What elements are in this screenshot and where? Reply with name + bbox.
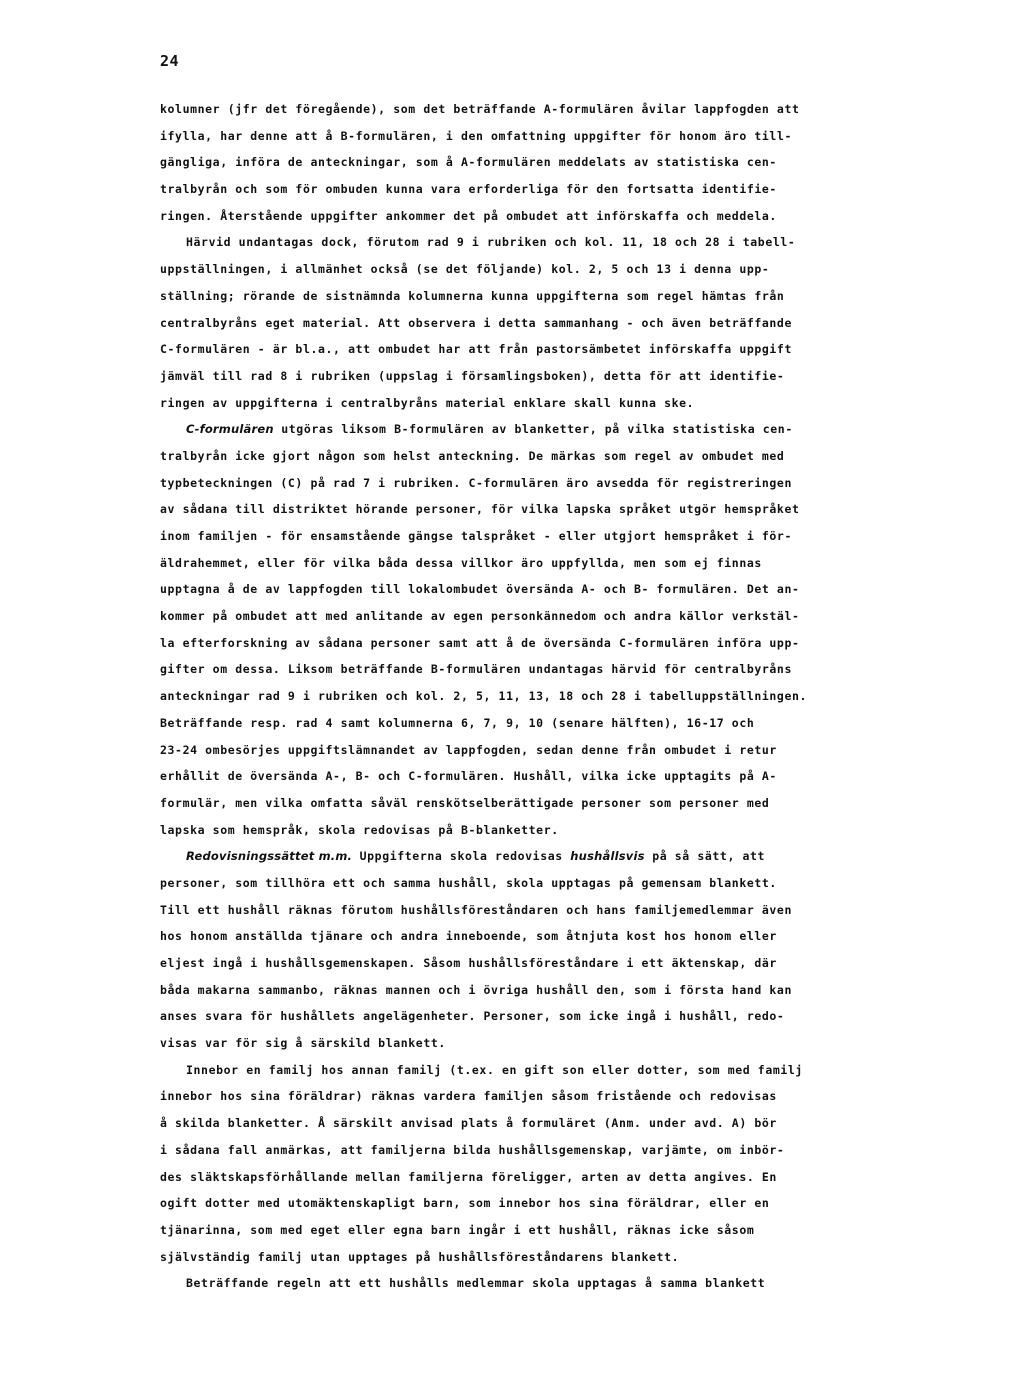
text-line [160, 710, 940, 737]
italic-emphasis: hushållsvis [570, 849, 645, 864]
text-line [160, 1244, 940, 1271]
line-text: anses svara för hushållets angelägenheter. Personer, som icke ingå i hushåll, redo- [160, 1009, 785, 1024]
text-line [160, 336, 940, 363]
text-line [160, 923, 940, 950]
text-line [160, 1137, 940, 1164]
page-number: 24 [160, 52, 180, 70]
line-text: uppställningen, i allmänhet också (se det följande) kol. 2, 5 och 13 i denna upp- [160, 262, 770, 277]
line-text: ringen. Återstående uppgifter ankommer det på ombudet att införskaffa och meddela. [160, 208, 777, 223]
text-line [160, 1110, 940, 1137]
line-text: Uppgifterna skola redovisas [352, 849, 571, 864]
line-text: upptagna å de av lappfogden till lokalombudet översända A- och B- formulären. Det an- [160, 582, 800, 597]
text-line [160, 1083, 940, 1110]
line-text: å skilda blanketter. Å särskilt anvisad plats å formuläret (Anm. under avd. A) bör [160, 1116, 777, 1131]
line-text: ogift dotter med utomäktenskapligt barn, som innebor hos sina föräldrar, eller en [160, 1196, 770, 1211]
text-line [160, 470, 940, 497]
text-line [160, 1270, 940, 1297]
line-text: visas var för sig å särskild blankett. [160, 1036, 446, 1051]
text-line [160, 283, 940, 310]
line-text: båda makarna sammanbo, räknas mannen och i övriga hushåll den, som i första hand kan [160, 982, 792, 997]
line-text-tail: på så sätt, att [644, 849, 766, 864]
line-text: Beträffande resp. rad 4 samt kolumnerna 6, 7, 9, 10 (senare hälften), 16-17 och [160, 715, 755, 730]
line-text: typbeteckningen (C) på rad 7 i rubriken. C-formulären äro avsedda för registreringen [160, 475, 792, 490]
text-line [160, 1057, 940, 1084]
text-line [160, 630, 940, 657]
line-text: la efterforskning av sådana personer samt att å de översända C-formulären införa upp- [160, 635, 800, 650]
line-text: Beträffande regeln att ett hushålls medlemmar skola upptagas å samma blankett [186, 1276, 766, 1291]
text-line [160, 176, 940, 203]
line-text: gifter om dessa. Liksom beträffande B-formulären undantagas härvid för centralbyråns [160, 662, 792, 677]
line-text: tjänarinna, som med eget eller egna barn ingår i ett hushåll, räknas icke såsom [160, 1222, 755, 1237]
line-text: innebor hos sina föräldrar) räknas vardera familjen såsom fristående och redovisas [160, 1089, 777, 1104]
line-text: Innebor en familj hos annan familj (t.ex. en gift son eller dotter, som med familj [186, 1062, 803, 1077]
text-line [160, 123, 940, 150]
text-line [160, 843, 940, 870]
text-line [160, 416, 940, 443]
text-line [160, 656, 940, 683]
line-text: Härvid undantagas dock, förutom rad 9 i rubriken och kol. 11, 18 och 28 i tabell- [186, 235, 796, 250]
line-text: anteckningar rad 9 i rubriken och kol. 2, 5, 11, 13, 18 och 28 i tabelluppställningen. [160, 689, 808, 704]
line-text: eljest ingå i hushållsgemenskapen. Såsom hushållsföreståndare i ett äktenskap, där [160, 956, 777, 970]
text-line [160, 363, 940, 390]
text-line [160, 576, 940, 603]
body-text [160, 96, 940, 1297]
line-text: hos honom anställda tjänare och andra inneboende, som åtnjuta kost hos honom eller [160, 929, 777, 944]
text-line [160, 1030, 940, 1057]
italic-heading: C-formulären [186, 422, 274, 437]
line-text: äldrahemmet, eller för vilka båda dessa villkor äro uppfyllda, men som ej finnas [160, 555, 762, 570]
line-text: utgöras liksom B-formulären av blanketter, på vilka statistiska cen- [273, 422, 793, 437]
text-line [160, 1190, 940, 1217]
text-line [160, 1003, 940, 1030]
line-text: i sådana fall anmärkas, att familjerna bilda hushållsgemenskap, varjämte, om inbör- [160, 1142, 785, 1157]
line-text: av sådana till distriktet hörande personer, för vilka lapska språket utgör hemspråket [160, 502, 800, 517]
text-line [160, 256, 940, 283]
line-text: tralbyrån och som för ombuden kunna vara erforderliga för den fortsatta identifie- [160, 182, 777, 197]
line-text: självständig familj utan upptages på hushållsföreståndarens blankett. [160, 1249, 680, 1264]
text-line [160, 603, 940, 630]
text-line [160, 870, 940, 897]
text-line [160, 1164, 940, 1191]
line-text: personer, som tillhöra ett och samma hushåll, skola upptagas på gemensam blankett. [160, 875, 777, 890]
line-text: kommer på ombudet att med anlitande av egen personkännedom och andra källor verkstäl- [160, 609, 800, 624]
text-line [160, 496, 940, 523]
line-text: formulär, men vilka omfatta såväl renskötselberättigade personer som personer med [160, 795, 770, 810]
text-line [160, 817, 940, 844]
text-line [160, 390, 940, 417]
line-text: erhållit de översända A-, B- och C-formulären. Hushåll, vilka icke upptagits på A- [160, 769, 777, 784]
text-line [160, 310, 940, 337]
text-line [160, 763, 940, 790]
line-text: ifylla, har denne att å B-formulären, i den omfattning uppgifter för honom äro till- [160, 128, 792, 143]
line-text: gängliga, införa de anteckningar, som å A-formulären meddelats av statistiska cen- [160, 155, 777, 170]
line-text: C-formulären - är bl.a., att ombudet har att från pastorsämbetet införskaffa uppgift [160, 342, 792, 357]
text-line [160, 203, 940, 230]
text-line [160, 443, 940, 470]
text-line [160, 737, 940, 764]
line-text: jämväl till rad 8 i rubriken (uppslag i församlingsboken), detta för att identifie- [160, 368, 785, 383]
text-line [160, 790, 940, 817]
text-line [160, 523, 940, 550]
line-text: tralbyrån icke gjort någon som helst anteckning. De märkas som regel av ombudet med [160, 448, 785, 463]
text-line [160, 683, 940, 710]
text-line [160, 229, 940, 256]
line-text: ringen av uppgifterna i centralbyråns material enklare skall kunna ske. [160, 395, 695, 410]
text-line [160, 950, 940, 977]
text-line [160, 550, 940, 577]
text-line [160, 977, 940, 1004]
line-text: 23-24 ombesörjes uppgiftslämnandet av lappfogden, sedan denne från ombudet i retur [160, 742, 777, 757]
line-text: inom familjen - för ensamstående gängse talspråket - eller utgjort hemspråket i för- [160, 529, 792, 543]
text-line [160, 1217, 940, 1244]
line-text: centralbyråns eget material. Att observera i detta sammanhang - och även beträffande [160, 315, 792, 330]
text-line [160, 96, 940, 123]
line-text: ställning; rörande de sistnämnda kolumnerna kunna uppgifterna som regel hämtas från [160, 288, 785, 303]
italic-heading: Redovisningssättet m.m. [186, 849, 353, 864]
text-line [160, 897, 940, 924]
text-line [160, 149, 940, 176]
line-text: lapska som hemspråk, skola redovisas på B-blanketter. [160, 822, 559, 837]
line-text: des släktskapsförhållande mellan familjerna föreligger, arten av detta angives. En [160, 1169, 777, 1184]
line-text: kolumner (jfr det föregående), som det beträffande A-formulären åvilar lappfogden att [160, 102, 800, 116]
line-text: Till ett hushåll räknas förutom hushållsföreståndaren och hans familjemedlemmar även [160, 902, 792, 917]
